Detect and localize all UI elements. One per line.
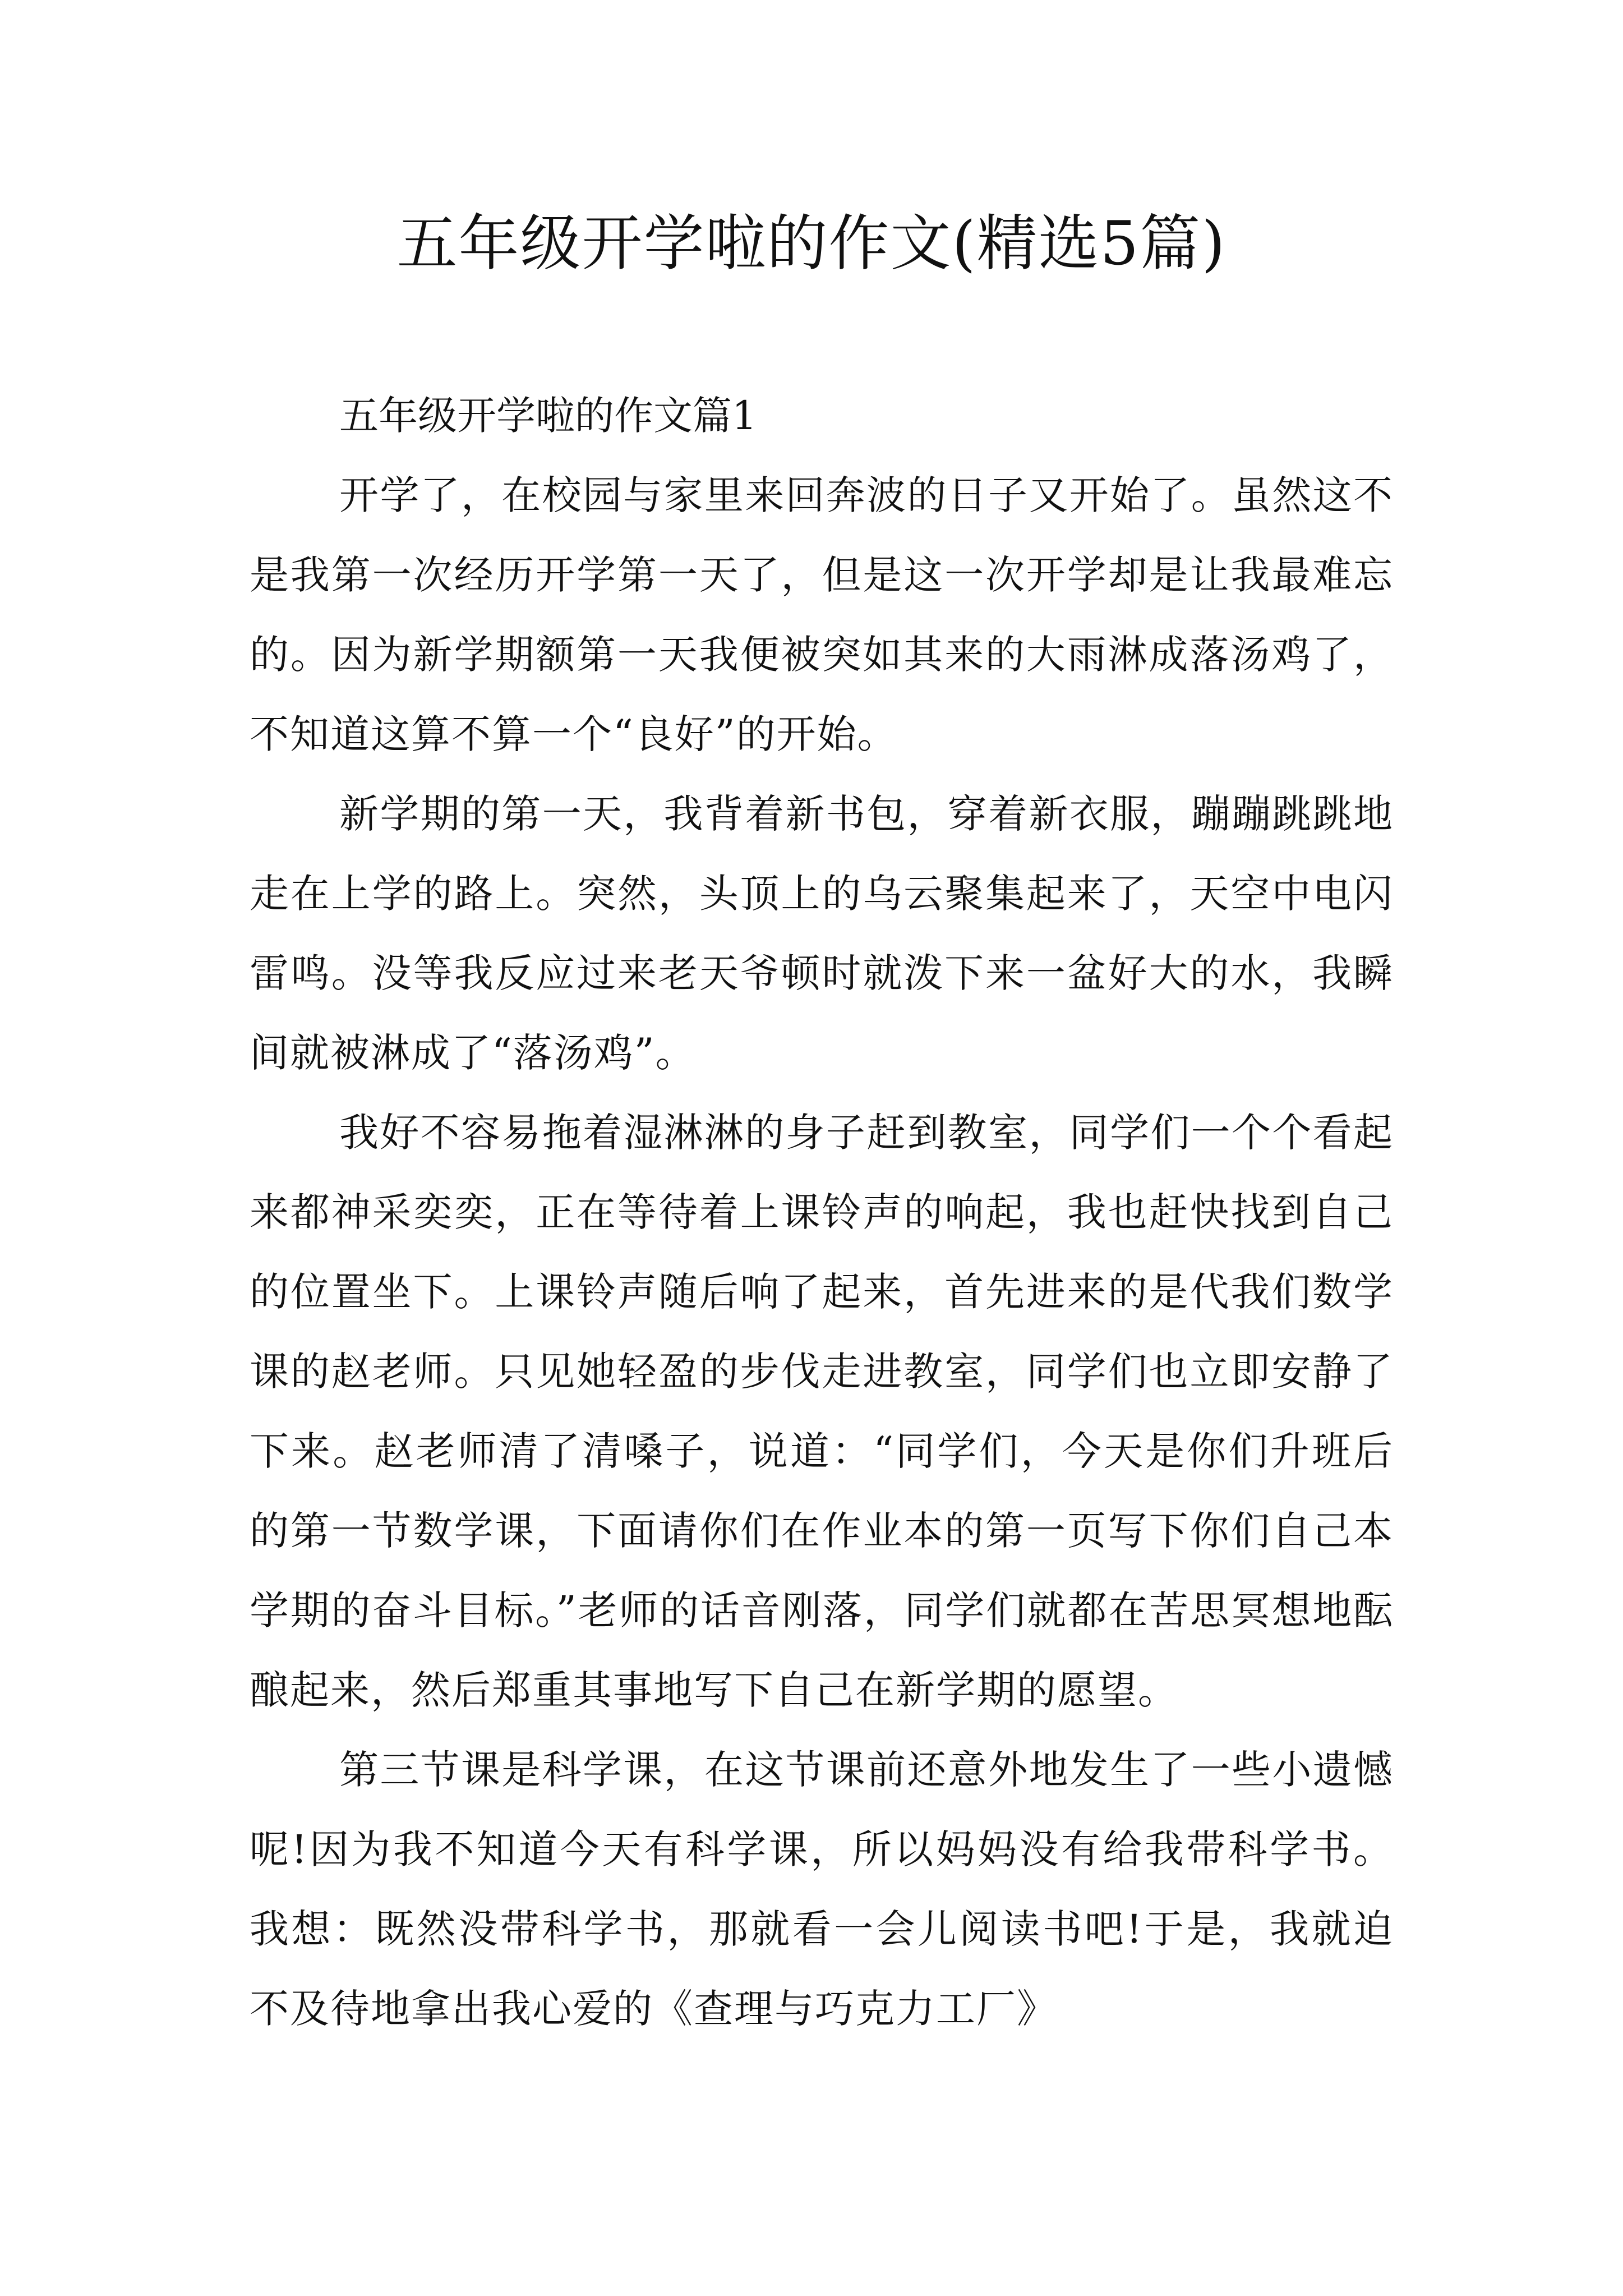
section-heading: 五年级开学啦的作文篇1 xyxy=(339,393,757,439)
paragraph-1: 开学了，在校园与家里来回奔波的日子又开始了。虽然这不是我第一次经历开学第一天了，但是这一次开学却是让我最难忘的。因为新学期额第一天我便被突如其来的大雨淋成落汤鸡了，不知道这算不算一个“良好”的开始。 xyxy=(250,472,1394,757)
page-title: 五年级开学啦的作文(精选5篇) xyxy=(396,209,1227,279)
document-body xyxy=(250,376,1394,2049)
paragraph-2: 新学期的第一天，我背着新书包，穿着新衣服，蹦蹦跳跳地走在上学的路上。突然，头顶上的乌云聚集起来了，天空中电闪雷鸣。没等我反应过来老天爷顿时就泼下来一盆好大的水，我瞬间就被淋成了“落汤鸡”。 xyxy=(250,791,1394,1076)
paragraph-4: 第三节课是科学课，在这节课前还意外地发生了一些小遗憾呢!因为我不知道今天有科学课，所以妈妈没有给我带科学书。我想：既然没带科学书，那就看一会儿阅读书吧!于是，我就迫不及待地拿出我心爱的《查理与巧克力工厂》 xyxy=(250,1747,1394,2032)
paragraph-3: 我好不容易拖着湿淋淋的身子赶到教室，同学们一个个看起来都神采奕奕，正在等待着上课铃声的响起，我也赶快找到自己的位置坐下。上课铃声随后响了起来，首先进来的是代我们数学课的赵老师。只见她轻盈的步伐走进教室，同学们也立即安静了下来。赵老师清了清嗓子，说道：“同学们，今天是你们升班后的第一节数学课，下面请你们在作业本的第一页写下你们自己本学期的奋斗目标。”老师的话音刚落，同学们就都在苦思冥想地酝酿起来，然后郑重其事地写下自己在新学期的愿望。 xyxy=(250,1110,1394,1713)
